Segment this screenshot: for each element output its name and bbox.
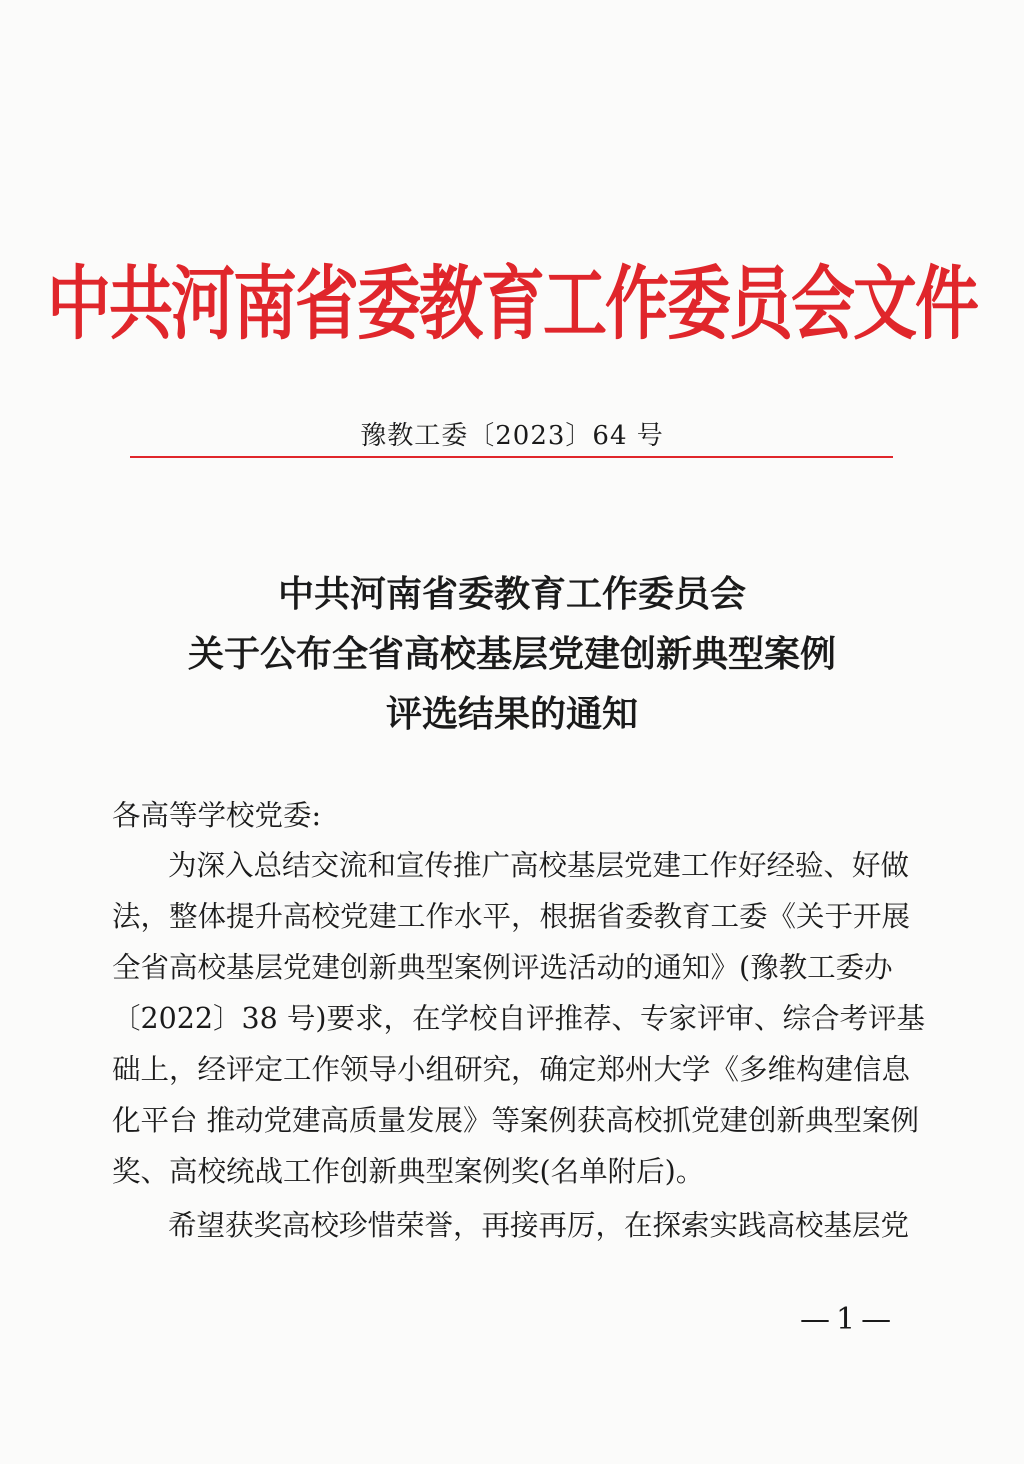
issuing-organization-header: 中共河南省委教育工作委员会文件	[47, 258, 977, 352]
body-line: 奖、高校统战工作创新典型案例奖(名单附后)。	[112, 1155, 705, 1188]
body-line: 〔2022〕38 号)要求，在学校自评推荐、专家评审、综合考评基	[112, 1002, 925, 1035]
document-title-line-3: 评选结果的通知	[385, 693, 638, 735]
document-title-line-2: 关于公布全省高校基层党建创新典型案例	[187, 633, 836, 675]
document-title-line-1: 中共河南省委教育工作委员会	[277, 573, 746, 615]
document-number: 豫教工委〔2023〕64 号	[360, 421, 664, 451]
page-number: —1—	[800, 1302, 898, 1337]
body-line: 希望获奖高校珍惜荣誉，再接再厉，在探索实践高校基层党	[168, 1209, 910, 1242]
red-divider-line	[130, 456, 893, 458]
body-line: 全省高校基层党建创新典型案例评选活动的通知》(豫教工委办	[112, 951, 893, 984]
salutation: 各高等学校党委:	[112, 799, 322, 832]
body-line: 础上，经评定工作领导小组研究，确定郑州大学《多维构建信息	[112, 1053, 911, 1086]
body-line: 为深入总结交流和宣传推广高校基层党建工作好经验、好做	[168, 849, 910, 882]
body-line: 法，整体提升高校党建工作水平，根据省委教育工委《关于开展	[112, 900, 911, 933]
body-line: 化平台 推动党建高质量发展》等案例获高校抓党建创新典型案例	[112, 1104, 920, 1137]
